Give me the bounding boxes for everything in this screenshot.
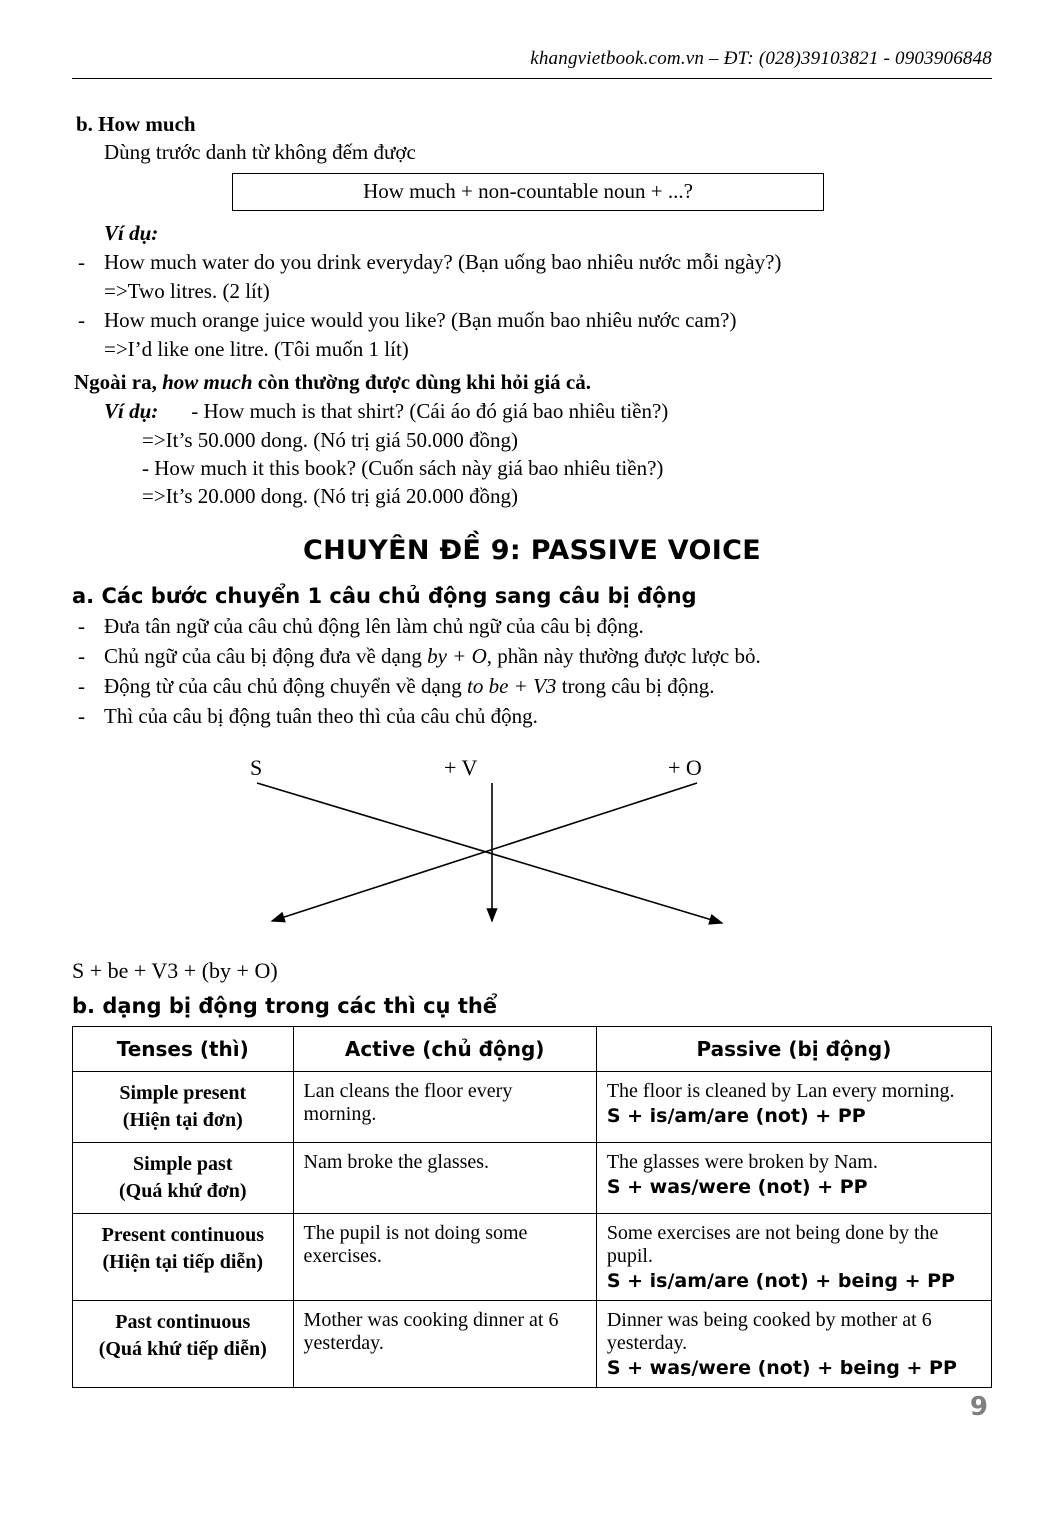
chapter-title-main: PASSIVE VOICE [530, 535, 761, 566]
rule-text: Động từ của câu chủ động chuyển về dạng [104, 674, 468, 698]
cell-passive [596, 1143, 991, 1214]
price-vidu-label: Ví dụ: [104, 399, 159, 423]
cell-active: The pupil is not doing some exercises. [293, 1214, 596, 1301]
chapter-title-sep: : [509, 535, 522, 566]
price-line: =>It’s 20.000 dong. (Nó trị giá 20.000 đồng) [142, 484, 518, 508]
rule-text-after: , phần này thường được lược bỏ. [486, 644, 761, 668]
section-b2-heading: b. dạng bị động trong các thì cụ thể [72, 994, 498, 1018]
rule-italic: by + O [427, 644, 487, 668]
how-much-subtitle: Dùng trước danh từ không đếm được [104, 140, 416, 164]
diagram-label-v: + V [444, 755, 478, 780]
section-a-heading: a. Các bước chuyển 1 câu chủ động sang câu bị động [72, 584, 697, 608]
vidu-label: Ví dụ: [104, 221, 159, 245]
cell-active: Lan cleans the floor every morning. [293, 1072, 596, 1143]
note-prefix: Ngoài ra, [74, 370, 157, 394]
dash-marker: - [78, 308, 85, 332]
example-question-text: How much orange juice would you like? (Bạn muốn bao nhiêu nước cam?) [104, 308, 737, 332]
cell-tense [73, 1143, 294, 1214]
tense-name-en: Present continuous [101, 1224, 264, 1246]
tense-name-en: Simple present [119, 1082, 247, 1104]
tense-name-vi: (Hiện tại tiếp diễn) [102, 1251, 264, 1273]
column-header-tenses: Tenses (thì) [73, 1027, 294, 1072]
passive-result-formula: S + be + V3 + (by + O) [72, 958, 278, 983]
table-row [73, 1301, 992, 1388]
rule-item [72, 644, 992, 669]
passive-structure: S + is/am/are (not) + being + PP [606, 1270, 955, 1292]
how-much-formula: How much + non-countable noun + ...? [363, 179, 693, 203]
passive-structure: S + was/were (not) + being + PP [606, 1357, 957, 1379]
page-number: 9 [969, 1392, 988, 1422]
cell-tense [73, 1072, 294, 1143]
example-question-text: How much water do you drink everyday? (Bạn uống bao nhiêu nước mỗi ngày?) [104, 250, 782, 274]
heading-how-much: b. How much [76, 112, 196, 136]
table-row [73, 1143, 992, 1214]
price-line: - How much is that shirt? (Cái áo đó giá bao nhiêu tiền?) [191, 399, 669, 423]
dash-marker: - [78, 250, 85, 274]
rule-item [72, 674, 992, 699]
example-question [72, 250, 992, 275]
rule-text: Thì của câu bị động tuân theo thì của câu chủ động. [104, 704, 538, 728]
note-italic: how much [162, 370, 253, 394]
tense-name-en: Past continuous [115, 1311, 251, 1333]
note-suffix: còn thường được dùng khi hỏi giá cả. [257, 370, 591, 394]
page-header [72, 48, 992, 79]
tense-name-vi: (Quá khứ đơn) [118, 1180, 247, 1202]
note-line [72, 370, 992, 395]
cell-tense [73, 1301, 294, 1388]
rule-text: Chủ ngữ của câu bị động đưa về dạng [104, 644, 428, 668]
diagram-arrows [72, 743, 992, 958]
tenses-table [72, 1026, 992, 1388]
price-line: =>It’s 50.000 dong. (Nó trị giá 50.000 đồng) [142, 428, 518, 452]
dash-marker: - [78, 704, 85, 728]
header-text: khangvietbook.com.vn – ĐT: (028)39103821 - 0903906848 [530, 48, 992, 69]
tense-name-vi: (Hiện tại đơn) [122, 1109, 243, 1131]
diagram-label-o: + O [668, 755, 702, 780]
passive-sentence: The floor is cleaned by Lan every morning. [606, 1080, 955, 1102]
cell-tense [73, 1214, 294, 1301]
column-header-active: Active (chủ động) [293, 1027, 596, 1072]
example-question [72, 308, 992, 333]
tense-name-vi: (Quá khứ tiếp diễn) [98, 1338, 267, 1360]
rule-italic: to be + V3 [467, 674, 557, 698]
page-content [72, 104, 992, 1388]
passive-transform-diagram [72, 743, 992, 958]
rule-item [72, 704, 992, 729]
diagram-label-s: S [250, 755, 263, 780]
example-answer: =>Two litres. (2 lít) [104, 279, 270, 303]
passive-structure: S + is/am/are (not) + PP [606, 1105, 866, 1127]
cell-passive [596, 1214, 991, 1301]
table-header-row [73, 1027, 992, 1072]
dash-marker: - [78, 674, 85, 698]
price-line: - How much it this book? (Cuốn sách này giá bao nhiêu tiền?) [142, 456, 664, 480]
rule-item [72, 614, 992, 639]
rule-text-after: trong câu bị động. [556, 674, 715, 698]
table-row [73, 1214, 992, 1301]
cell-active: Mother was cooking dinner at 6 yesterday. [293, 1301, 596, 1388]
passive-structure: S + was/were (not) + PP [606, 1176, 868, 1198]
chapter-title [72, 535, 992, 566]
passive-sentence: The glasses were broken by Nam. [606, 1151, 878, 1173]
passive-sentence: Dinner was being cooked by mother at 6 yesterday. [606, 1309, 932, 1354]
cell-passive [596, 1072, 991, 1143]
column-header-passive: Passive (bị động) [596, 1027, 991, 1072]
cell-active: Nam broke the glasses. [293, 1143, 596, 1214]
price-example-first [72, 399, 992, 424]
tense-name-en: Simple past [133, 1153, 233, 1175]
example-answer: =>I’d like one litre. (Tôi muốn 1 lít) [104, 337, 409, 361]
cell-passive [596, 1301, 991, 1388]
how-much-formula-box [232, 173, 824, 211]
passive-sentence: Some exercises are not being done by the pupil. [606, 1222, 939, 1267]
chapter-title-prefix: CHUYÊN ĐỀ 9 [303, 535, 510, 566]
rule-text: Đưa tân ngữ của câu chủ động lên làm chủ ngữ của câu bị động. [104, 614, 644, 638]
dash-marker: - [78, 614, 85, 638]
dash-marker: - [78, 644, 85, 668]
table-row [73, 1072, 992, 1143]
